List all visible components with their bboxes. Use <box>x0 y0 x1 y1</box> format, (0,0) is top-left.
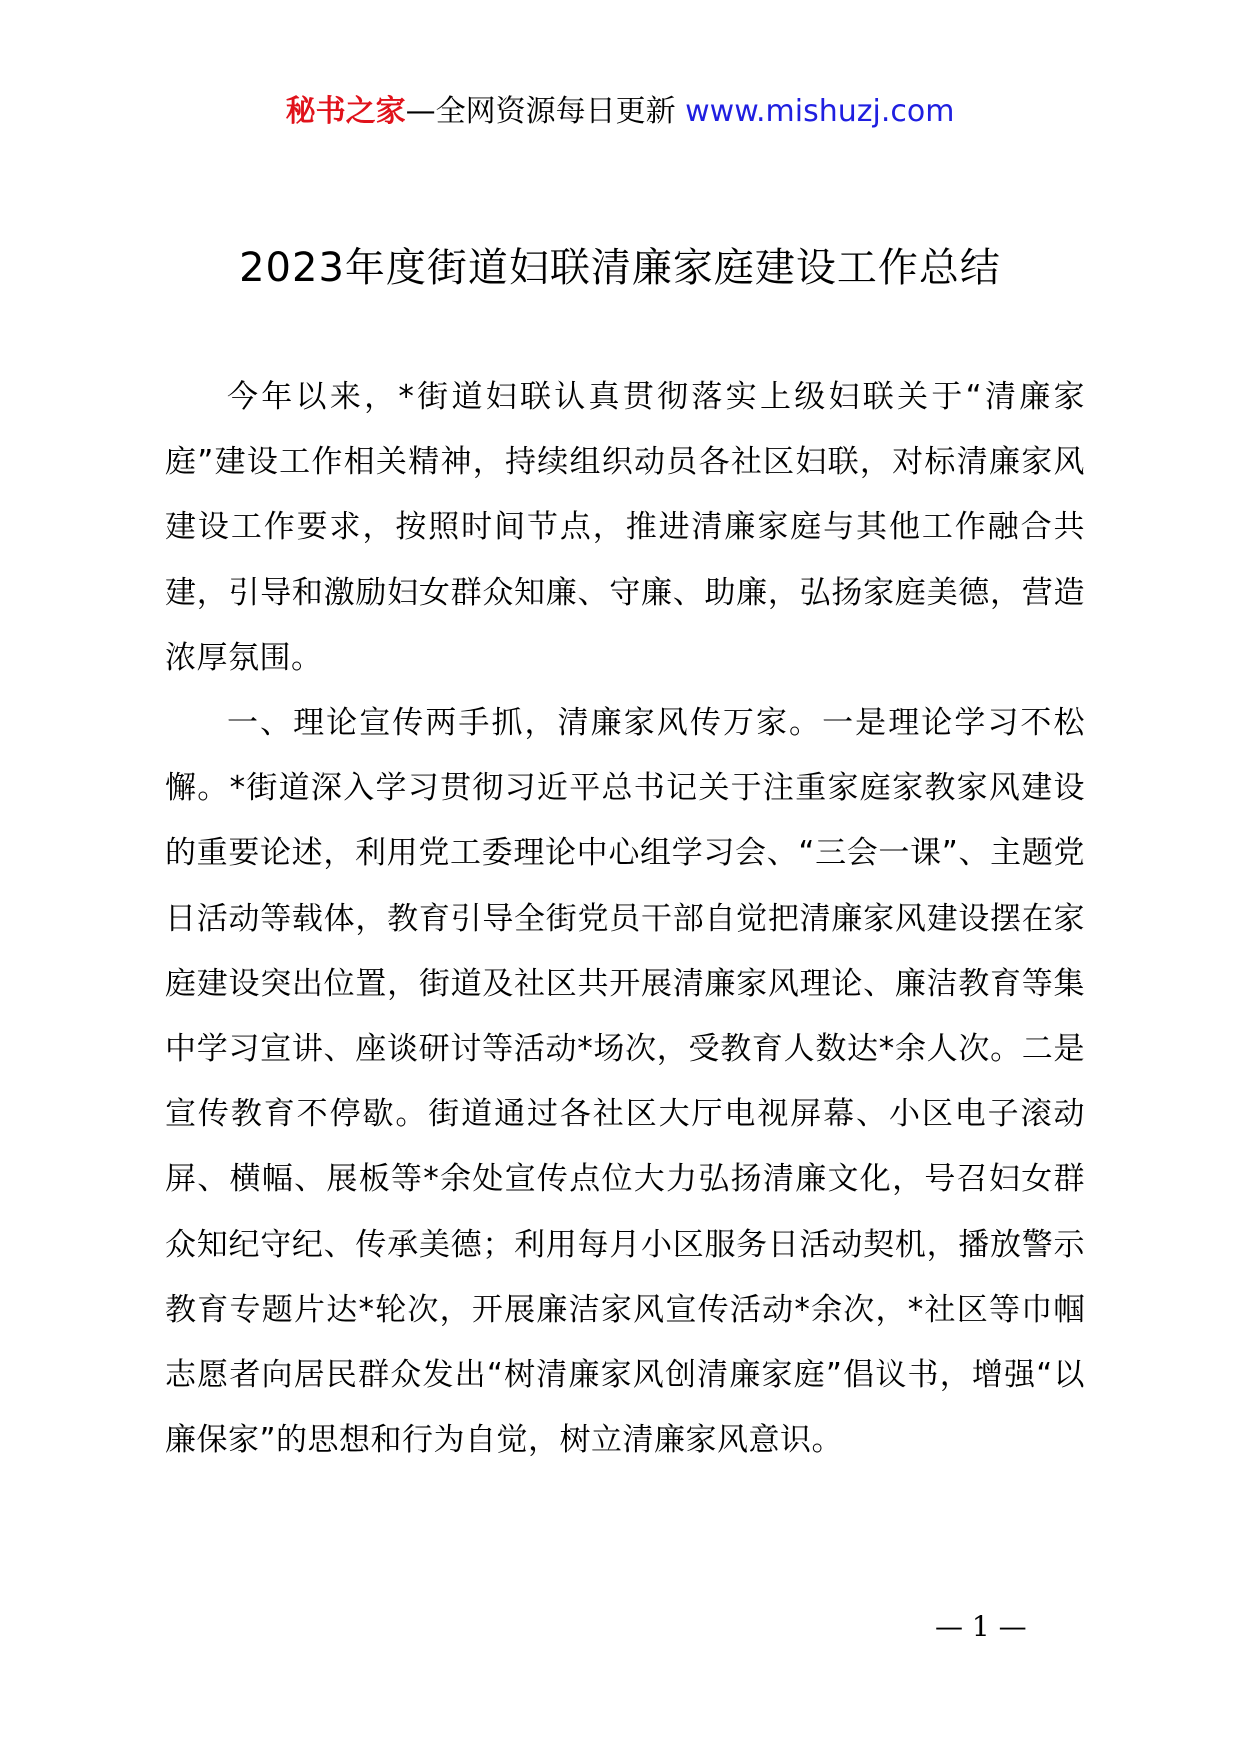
document-body <box>165 365 1085 1473</box>
intro-paragraph: 今年以来，*街道妇联认真贯彻落实上级妇联关于“清廉家庭”建设工作相关精神，持续组织动员各社区妇联，对标清廉家风建设工作要求，按照时间节点，推进清廉家庭与其他工作融合共建，引导和激励妇女群众知廉、守廉、助廉，弘扬家庭美德，营造浓厚氛围。 <box>165 379 1085 676</box>
brand-name: 秘书之家 <box>285 94 406 129</box>
page-number: — 1 — <box>935 1610 1027 1643</box>
document-title: 2023年度街道妇联清廉家庭建设工作总结 <box>239 245 1001 291</box>
website-link[interactable]: www.mishuzj.com <box>685 94 955 129</box>
site-header <box>0 92 1240 132</box>
section-one-paragraph: 一、理论宣传两手抓，清廉家风传万家。一是理论学习不松懈。*街道深入学习贯彻习近平总书记关于注重家庭家教家风建设的重要论述，利用党工委理论中心组学习会、“三会一课”、主题党日活动等载体，教育引导全街党员干部自觉把清廉家风建设摆在家庭建设突出位置，街道及社区共开展清廉家风理论、廉洁教育等集中学习宣讲、座谈研讨等活动*场次，受教育人数达*余人次。二是宣传教育不停歇。街道通过各社区大厅电视屏幕、小区电子滚动屏、横幅、展板等*余处宣传点位大力弘扬清廉文化，号召妇女群众知纪守纪、传承美德；利用每月小区服务日活动契机，播放警示教育专题片达*轮次，开展廉洁家风宣传活动*余次，*社区等巾帼志愿者向居民群众发出“树清廉家风创清廉家庭”倡议书，增强“以廉保家”的思想和行为自觉，树立清廉家风意识。 <box>165 705 1085 1459</box>
header-tagline: —全网资源每日更新 <box>405 94 676 129</box>
